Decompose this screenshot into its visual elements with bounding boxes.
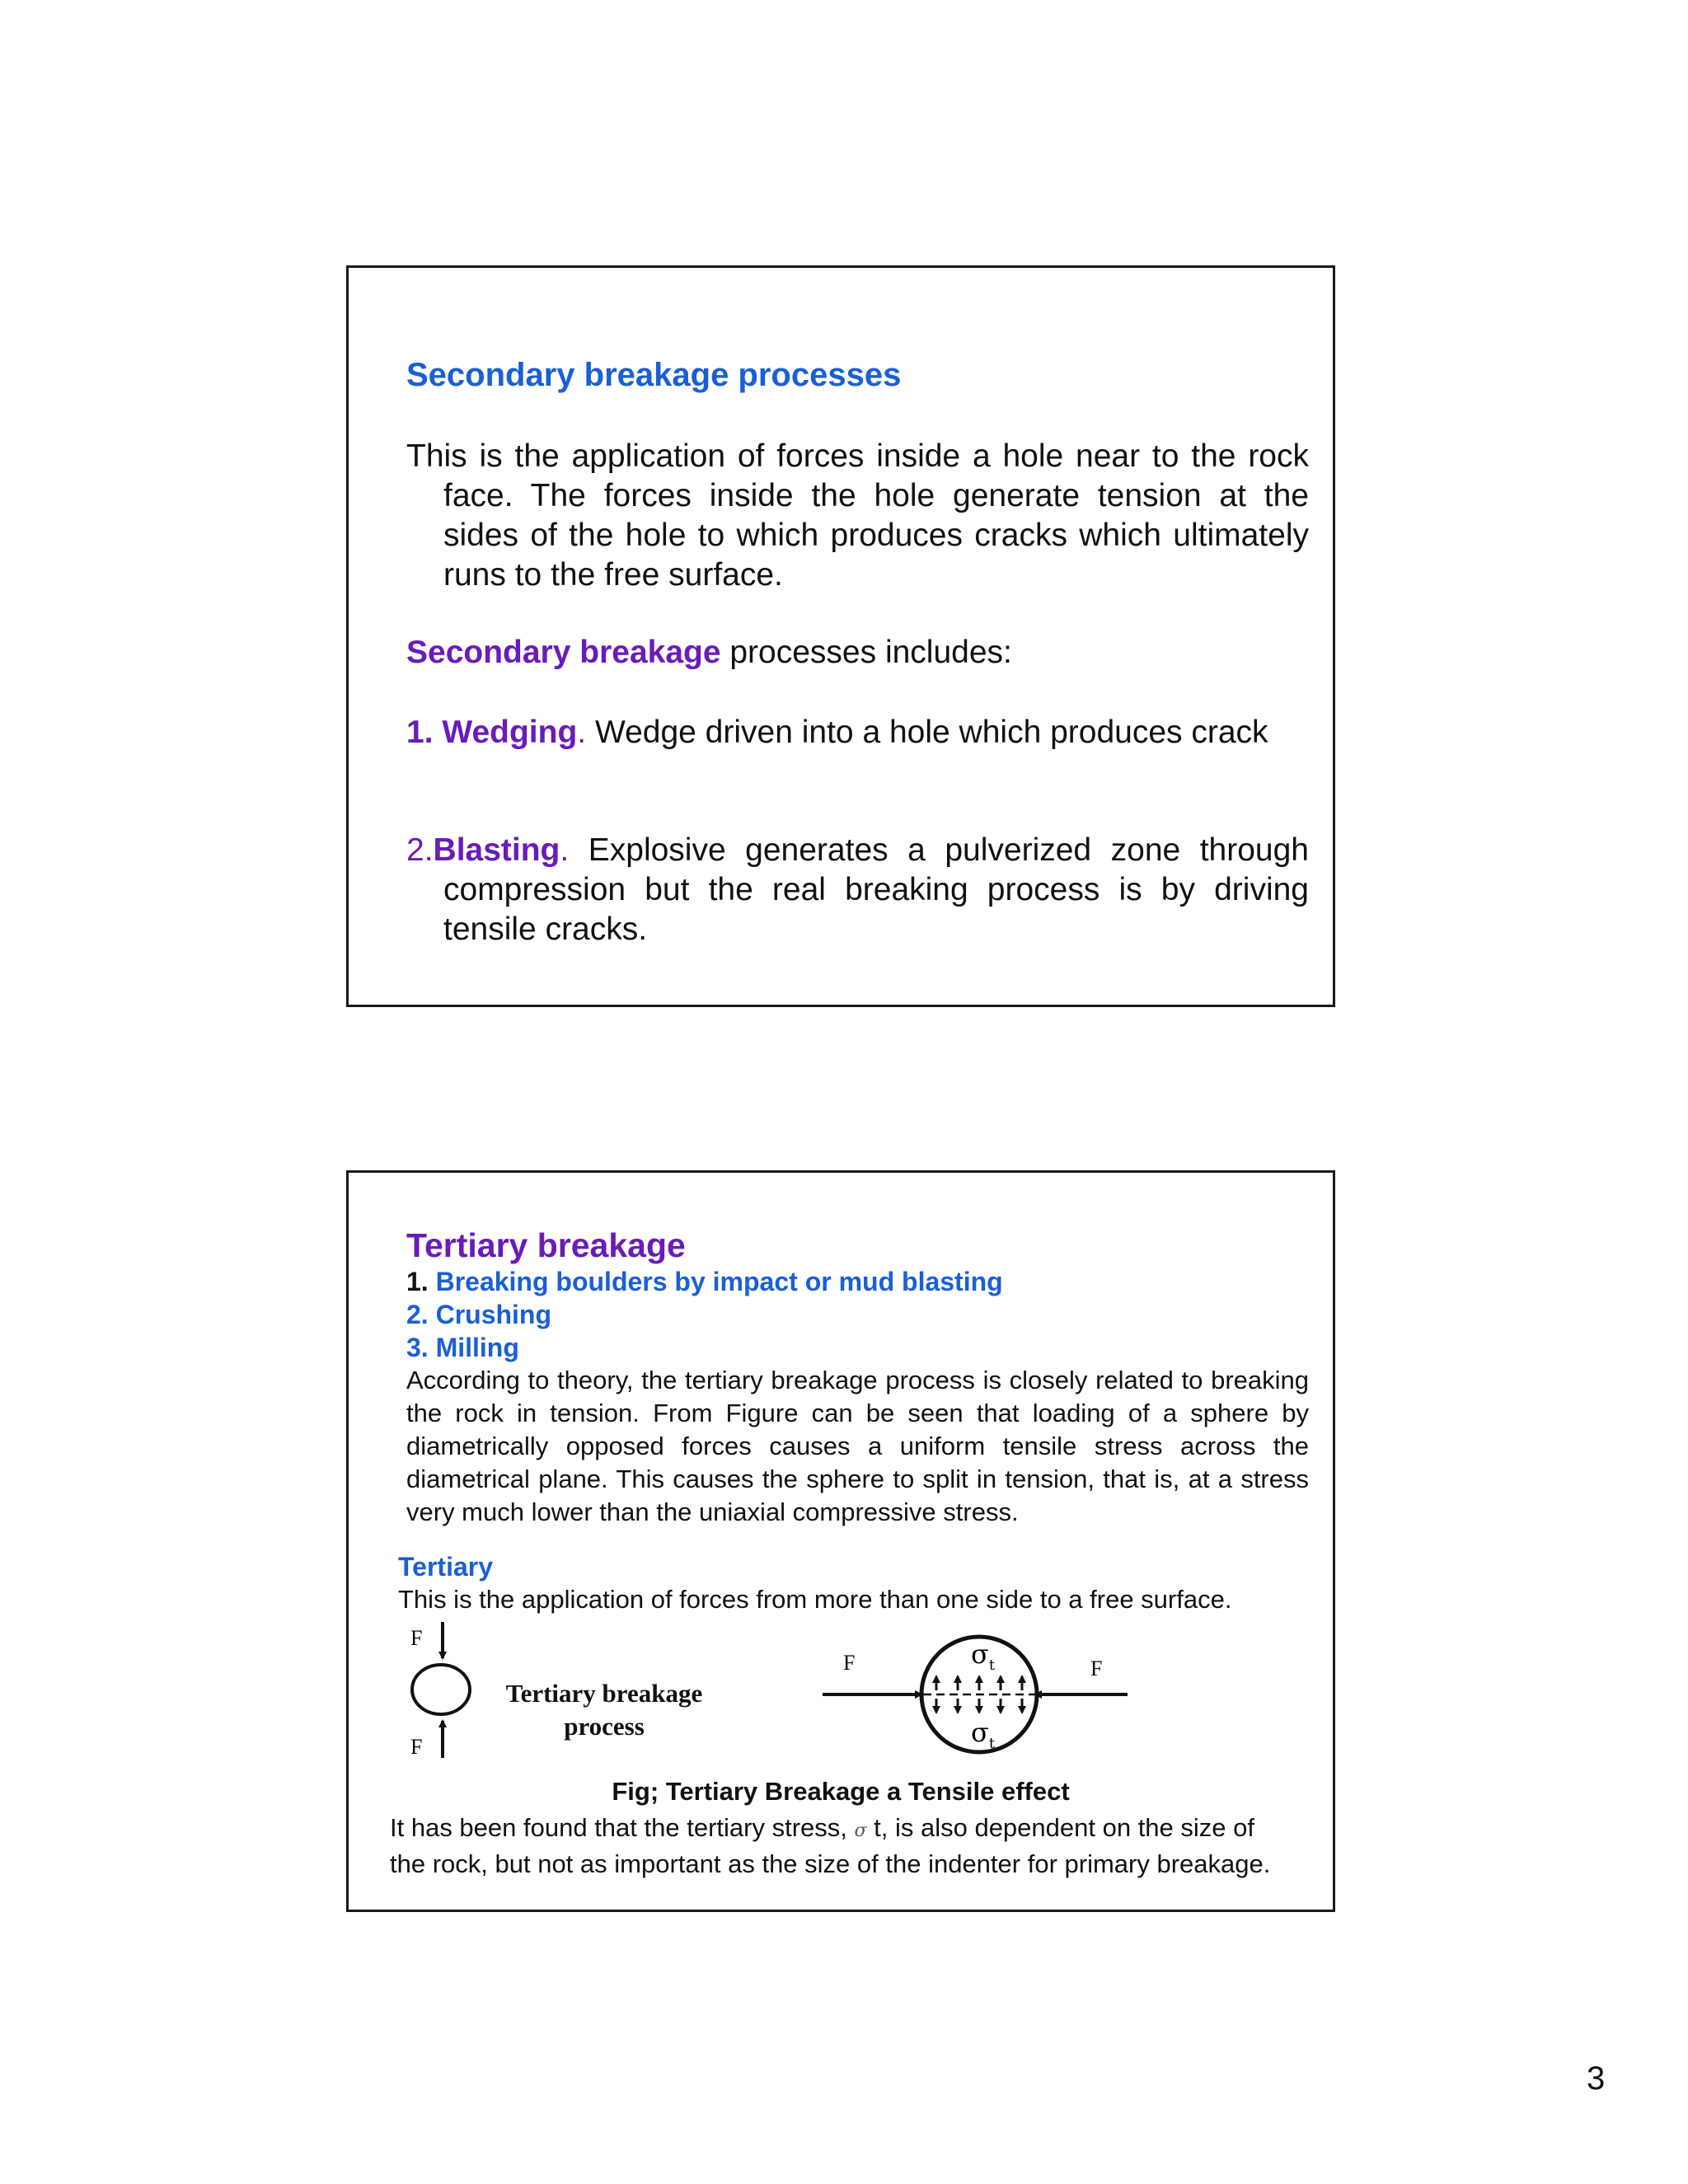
sigma-bottom: $\sigma_t$ <box>971 1717 996 1752</box>
tensile-arrows-up <box>936 1676 1022 1690</box>
slide-secondary-breakage <box>346 265 1335 1007</box>
blasting-term: Blasting <box>433 832 560 868</box>
sphere-horizontal-loading <box>823 1637 1128 1752</box>
slide-tertiary-breakage <box>346 1170 1335 1912</box>
process-label-line2: process <box>564 1712 645 1741</box>
page-number: 3 <box>1587 2060 1606 2097</box>
tertiary-list <box>406 1265 1003 1364</box>
intro-paragraph: This is the application of forces inside a hole near to the rock face. The forces inside the hole generate tension at the sides of the hole to which produces cracks which ultimately runs to the free surface. <box>406 438 1309 593</box>
force-label-left: F <box>843 1651 856 1675</box>
wedging-text: Wedge driven into a hole which produces crack <box>586 715 1268 750</box>
sphere-circle <box>412 1665 470 1714</box>
sub-text: This is the application of forces from more than one side to a free surface. <box>398 1585 1232 1614</box>
blasting-text: Explosive generates a pulverized zone through compression but the real breaking process is by driving tensile cracks. <box>443 832 1309 947</box>
includes-line <box>406 633 1272 673</box>
list-item-wedging <box>406 713 1309 752</box>
list-item-blasting <box>406 831 1309 949</box>
slide-title: Secondary breakage processes <box>406 357 902 393</box>
final-paragraph <box>390 1811 1296 1881</box>
final-text-pre: It has been found that the tertiary stress, <box>390 1813 855 1842</box>
final-text-post: t, is also dependent on the size of the rock, but not as important as the size of the indenter for primary breakage. <box>390 1813 1271 1878</box>
slide-title: Tertiary breakage <box>406 1226 686 1264</box>
wedging-term: 1. Wedging <box>406 715 578 750</box>
sigma-top: $\sigma_t$ <box>971 1638 996 1674</box>
includes-rest: processes includes: <box>720 635 1012 670</box>
list-item <box>406 1265 1003 1298</box>
force-label-right: F <box>1090 1657 1103 1680</box>
figure-caption: Fig; Tertiary Breakage a Tensile effect <box>612 1777 1070 1806</box>
list-item: 2. Crushing <box>406 1300 552 1329</box>
force-label-bottom: F <box>410 1735 423 1759</box>
force-label-top: F <box>410 1626 423 1650</box>
wedging-dot: . <box>577 715 587 750</box>
tensile-arrows-down <box>936 1699 1022 1713</box>
process-label-line1: Tertiary breakage <box>505 1679 703 1708</box>
list-item-number: 1. <box>406 1267 429 1296</box>
blasting-number: 2. <box>406 832 434 868</box>
sub-heading: Tertiary <box>398 1552 494 1582</box>
list-item-text: Breaking boulders by impact or mud blasting <box>428 1267 1003 1296</box>
sigma-symbol: σ <box>854 1821 867 1841</box>
list-item: 3. Milling <box>406 1333 519 1362</box>
diagram-process-label <box>472 1677 736 1743</box>
sphere-vertical-loading <box>410 1622 470 1759</box>
blasting-dot: . <box>560 832 570 868</box>
theory-paragraph: According to theory, the tertiary breakage process is closely related to breaking the rock in tension. From Figure can be seen that loading of a sphere by diametrically opposed forces causes a uniform tensile stress across the diametrical plane. This causes the sphere to split in tension, that is, at a stress very much lower than the uniaxial compressive stress. <box>406 1366 1309 1526</box>
includes-highlight: Secondary breakage <box>406 635 721 670</box>
